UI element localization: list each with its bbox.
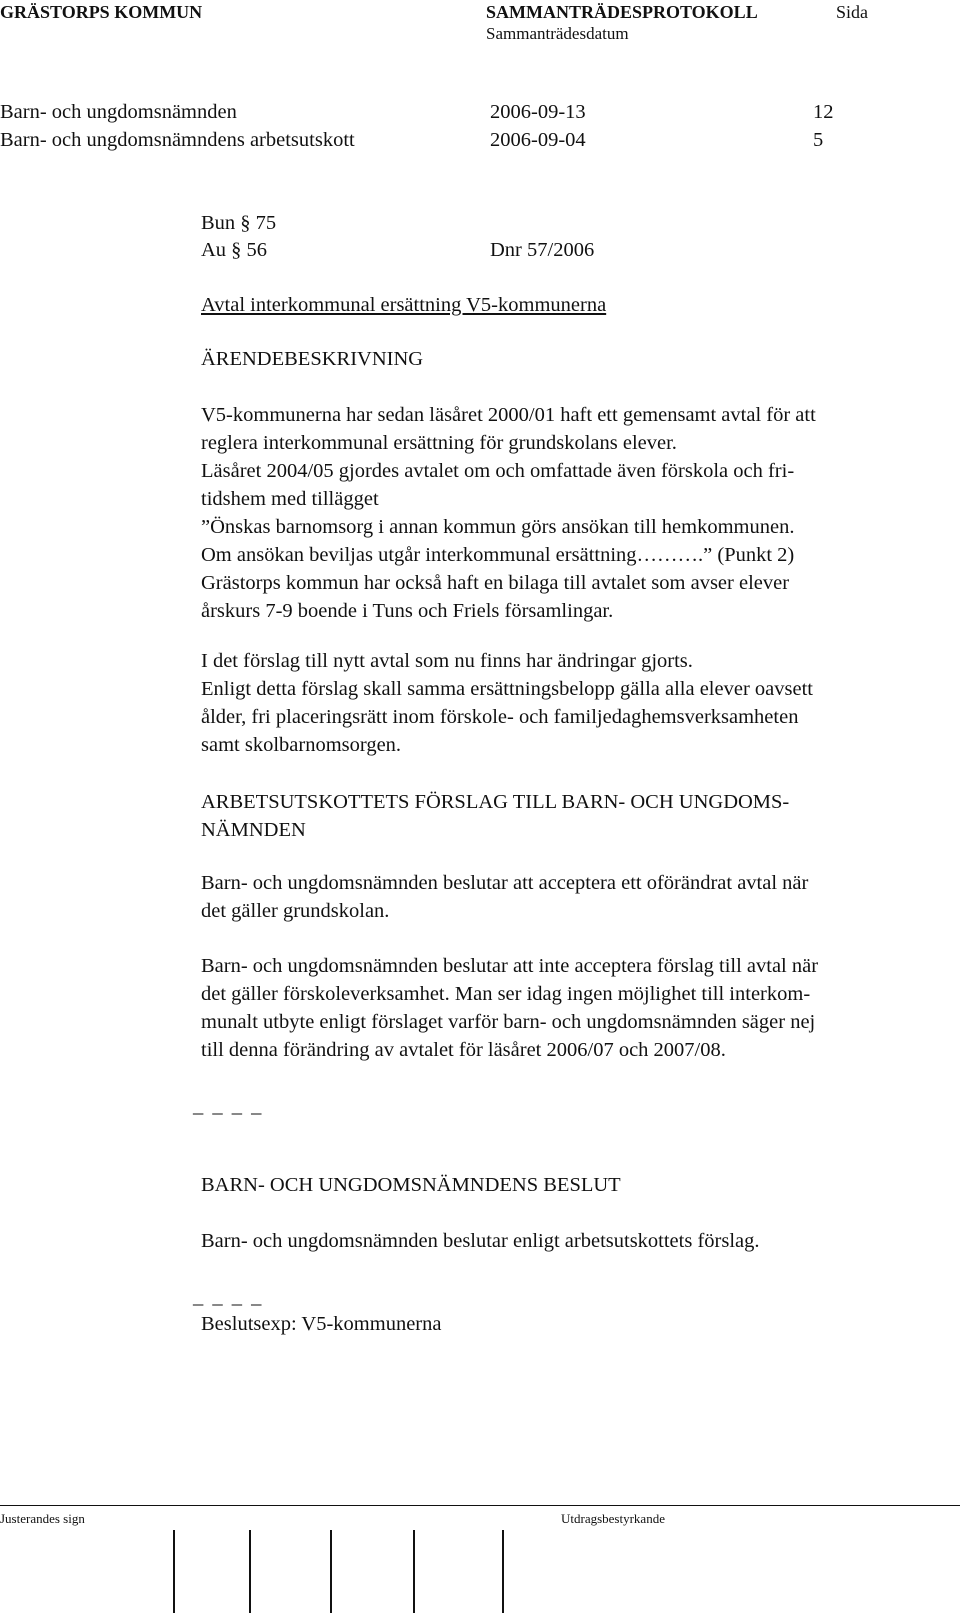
- description-paragraph-1: [201, 401, 941, 625]
- diary-number: Dnr 57/2006: [490, 239, 595, 261]
- text-line: ålder, fri placeringsrätt inom förskole- och familjedaghemsverksamheten: [201, 706, 799, 728]
- meeting-body-1: Barn- och ungdomsnämnden: [0, 101, 237, 123]
- section-heading-decision: BARN- OCH UNGDOMSNÄMNDENS BESLUT: [201, 1174, 621, 1196]
- heading-line: ARBETSUTSKOTTETS FÖRSLAG TILL BARN- OCH UNGDOMS-: [201, 791, 790, 813]
- proposal-paragraph-1: [201, 869, 941, 925]
- text-line: det gäller förskoleverksamhet. Man ser idag ingen möjlighet till interkom-: [201, 983, 811, 1005]
- text-line: Barn- och ungdomsnämnden beslutar att acceptera ett oförändrat avtal när: [201, 872, 809, 894]
- text-line: tidshem med tillägget: [201, 488, 379, 510]
- au-paragraph: Au § 56: [201, 239, 268, 261]
- signature-box-divider: [502, 1530, 504, 1613]
- text-line: Grästorps kommun har också haft en bilaga till avtalet som avser elever: [201, 572, 790, 594]
- text-line: I det förslag till nytt avtal som nu finns har ändringar gjorts.: [201, 650, 693, 672]
- section-heading-au-proposal: [201, 788, 941, 844]
- sign-label: Justerandes sign: [0, 1511, 85, 1526]
- separator: _ _ _ _: [193, 1286, 264, 1308]
- text-line: munalt utbyte enligt förslaget varför barn- och ungdomsnämnden säger nej: [201, 1011, 816, 1033]
- signature-box-divider: [173, 1530, 175, 1613]
- decision-text: Barn- och ungdomsnämnden beslutar enligt arbetsutskottets förslag.: [201, 1230, 760, 1252]
- org-name: GRÄSTORPS KOMMUN: [0, 2, 203, 22]
- signature-box-divider: [330, 1530, 332, 1613]
- footer-rule: [0, 1505, 960, 1506]
- text-line: det gäller grundskolan.: [201, 900, 390, 922]
- text-line: till denna förändring av avtalet för läsåret 2006/07 och 2007/08.: [201, 1039, 726, 1061]
- page-label: Sida: [836, 2, 869, 22]
- text-line: Barn- och ungdomsnämnden beslutar att inte acceptera förslag till avtal när: [201, 955, 819, 977]
- meeting-page-2: 5: [813, 129, 824, 151]
- text-line: Om ansökan beviljas utgår interkommunal ersättning……….” (Punkt 2): [201, 544, 795, 566]
- meeting-page-1: 12: [813, 101, 834, 123]
- meeting-body-2: Barn- och ungdomsnämndens arbetsutskott: [0, 129, 355, 151]
- text-line: Läsåret 2004/05 gjordes avtalet om och omfattade även förskola och fri-: [201, 460, 795, 482]
- text-line: samt skolbarnomsorgen.: [201, 734, 402, 756]
- doc-type: SAMMANTRÄDESPROTOKOLL: [486, 2, 758, 22]
- distribution-line: Beslutsexp: V5-kommunerna: [201, 1313, 442, 1335]
- text-line: Enligt detta förslag skall samma ersättningsbelopp gälla alla elever oavsett: [201, 678, 813, 700]
- signature-box-divider: [413, 1530, 415, 1613]
- text-line: V5-kommunerna har sedan läsåret 2000/01 haft ett gemensamt avtal för att: [201, 404, 816, 426]
- bun-paragraph: Bun § 75: [201, 212, 277, 234]
- signature-box-divider: [249, 1530, 251, 1613]
- separator: _ _ _ _: [193, 1095, 264, 1117]
- extract-label: Utdragsbestyrkande: [561, 1511, 665, 1526]
- text-line: årskurs 7-9 boende i Tuns och Friels församlingar.: [201, 600, 614, 622]
- text-line: ”Önskas barnomsorg i annan kommun görs ansökan till hemkommunen.: [201, 516, 795, 538]
- date-label: Sammanträdesdatum: [486, 24, 629, 43]
- proposal-paragraph-2: [201, 952, 941, 1064]
- case-title: Avtal interkommunal ersättning V5-kommunerna: [201, 294, 607, 316]
- heading-line: NÄMNDEN: [201, 819, 306, 841]
- section-heading-arendebeskrivning: ÄRENDEBESKRIVNING: [201, 348, 424, 370]
- text-line: reglera interkommunal ersättning för grundskolans elever.: [201, 432, 677, 454]
- description-paragraph-2: [201, 647, 941, 759]
- meeting-date-2: 2006-09-04: [490, 129, 586, 151]
- meeting-date-1: 2006-09-13: [490, 101, 586, 123]
